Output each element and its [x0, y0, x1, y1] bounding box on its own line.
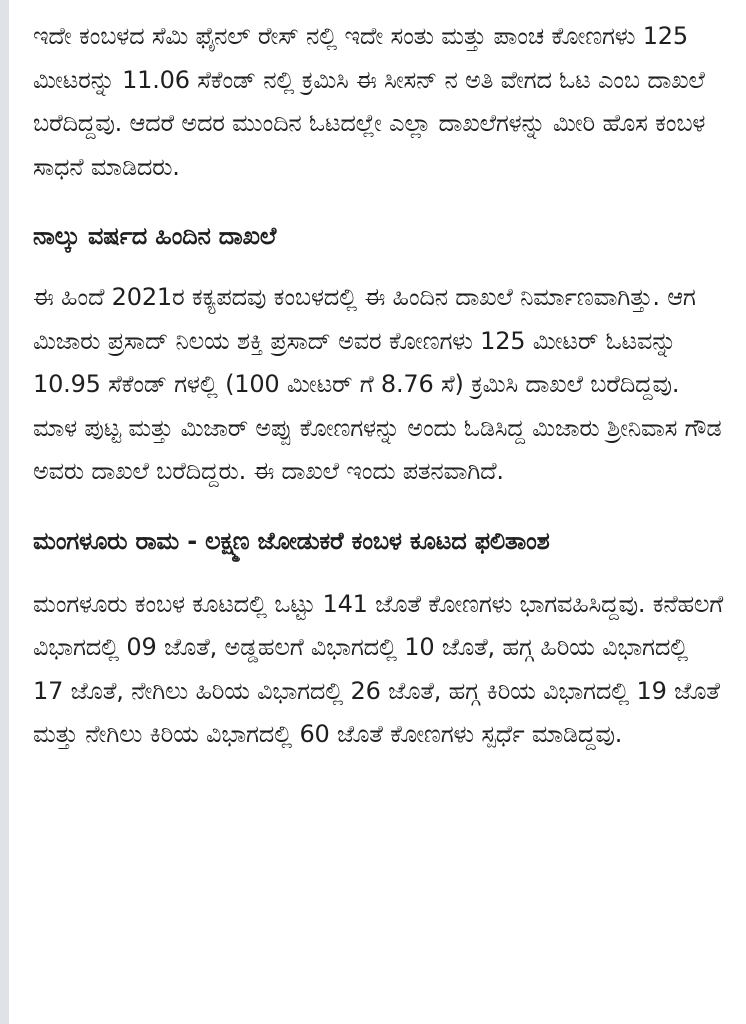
article-body: [33, 0, 723, 757]
paragraph-participation: ಮಂಗಳೂರು ಕಂಬಳ ಕೂಟದಲ್ಲಿ ಒಟ್ಟು 141 ಜೊತೆ ಕೋಣಗಳು ಭಾಗವಹಿಸಿದ್ದವು. ಕನೆಹಲಗೆ ವಿಭಾಗದಲ್ಲಿ 09 ಜೊತೆ, ಅಡ್ಡಹಲಗೆ ವಿಭಾಗದಲ್ಲಿ 10 ಜೊತೆ, ಹಗ್ಗ ಹಿರಿಯ ವಿಭಾಗದಲ್ಲಿ 17 ಜೊತೆ, ನೇಗಿಲು ಹಿರಿಯ ವಿಭಾಗದಲ್ಲಿ 26 ಜೊತೆ, ಹಗ್ಗ ಕಿರಿಯ ವಿಭಾಗದಲ್ಲಿ 19 ಜೊತೆ ಮತ್ತು ನೇಗಿಲು ಕಿರಿಯ ವಿಭಾಗದಲ್ಲಿ 60 ಜೊತೆ ಕೋಣಗಳು ಸ್ಪರ್ಧೆ ಮಾಡಿದ್ದವು.: [33, 589, 723, 748]
heading-results: ಮಂಗಳೂರು ರಾಮ - ಲಕ್ಷ್ಮಣ ಜೋಡುಕರೆ ಕಂಬಳ ಕೂಟದ ಫಲಿತಾಂಶ: [33, 526, 550, 555]
paragraph-previous-record: ಈ ಹಿಂದೆ 2021ರ ಕಕ್ಯಪದವು ಕಂಬಳದಲ್ಲಿ ಈ ಹಿಂದಿನ ದಾಖಲೆ ನಿರ್ಮಾಣವಾಗಿತ್ತು. ಆಗ ಮಿಜಾರು ಪ್ರಸಾದ್ ನಿಲಯ ಶಕ್ತಿ ಪ್ರಸಾದ್ ಅವರ ಕೋಣಗಳು 125 ಮೀಟರ್ ಓಟವನ್ನು 10.95 ಸೆಕೆಂಡ್ ಗಳಲ್ಲಿ (100 ಮೀಟರ್ ಗೆ 8.76 ಸೆ) ಕ್ರಮಿಸಿ ದಾಖಲೆ ಬರೆದಿದ್ದವು. ಮಾಳ ಪುಟ್ಟ ಮತ್ತು ಮಿಜಾರ್ ಅಪ್ಪು ಕೋಣಗಳನ್ನು ಅಂದು ಓಡಿಸಿದ್ದ ಮಿಜಾರು ಶ್ರೀನಿವಾಸ ಗೌಡ ಅವರು ದಾಖಲೆ ಬರೆದಿದ್ದರು. ಈ ದಾಖಲೆ ಇಂದು ಪತನವಾಗಿದೆ.: [33, 283, 722, 485]
paragraph-semifinal-record: ಇದೇ ಕಂಬಳದ ಸೆಮಿ ಫೈನಲ್ ರೇಸ್ ನಲ್ಲಿ ಇದೇ ಸಂತು ಮತ್ತು ಪಾಂಚ ಕೋಣಗಳು 125 ಮೀಟರನ್ನು 11.06 ಸೆಕೆಂಡ್ ನಲ್ಲಿ ಕ್ರಮಿಸಿ ಈ ಸೀಸನ್ ನ ಅತಿ ವೇಗದ ಓಟ ಎಂಬ ದಾಖಲೆ ಬರೆದಿದ್ದವು. ಆದರೆ ಅದರ ಮುಂದಿನ ಓಟದಲ್ಲೇ ಎಲ್ಲಾ ದಾಖಲೆಗಳನ್ನು ಮೀರಿ ಹೊಸ ಕಂಬಳ ಸಾಧನೆ ಮಾಡಿದರು.: [33, 22, 706, 181]
left-margin-bar: [0, 0, 9, 1024]
heading-four-year-record: ನಾಲ್ಕು ವರ್ಷದ ಹಿಂದಿನ ದಾಖಲೆ: [33, 222, 277, 250]
